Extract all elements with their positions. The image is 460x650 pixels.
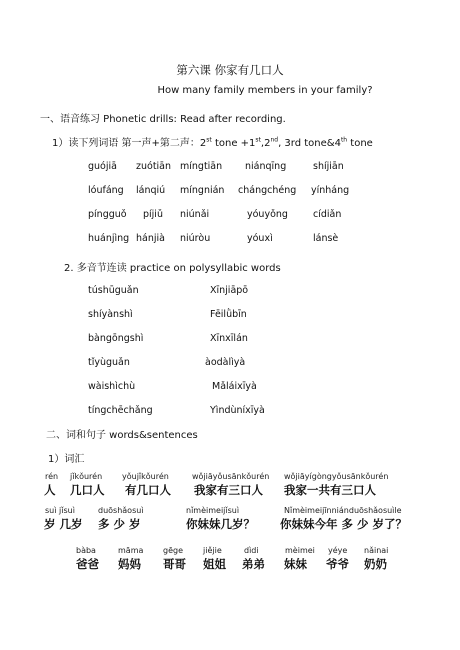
pinyin: jǐkǒurén	[70, 472, 103, 481]
hanzi: 弟弟	[242, 557, 265, 571]
poly-word: shíyànshì	[88, 309, 133, 320]
drill-word: cídiǎn	[313, 209, 342, 220]
pinyin: jiějie	[203, 546, 222, 555]
poly-word: Mǎláixīyà	[212, 381, 257, 392]
hanzi: 哥哥	[163, 557, 186, 571]
section-phonetic-drills-heading: 一、语音练习 Phonetic drills: Read after recording.	[40, 114, 286, 125]
poly-word: wàishìchù	[88, 381, 136, 392]
hanzi: 妈妈	[118, 557, 141, 571]
lesson-title: 第六课 你家有几口人	[176, 63, 284, 77]
drill-word: niánqīng	[245, 161, 287, 172]
lesson-subtitle: How many family members in your family?	[157, 85, 373, 96]
hanzi: 奶奶	[364, 557, 387, 571]
pinyin: rén	[45, 472, 59, 481]
poly-word: tíngchēchǎng	[88, 405, 153, 416]
poly-word: tǐyùguǎn	[88, 357, 130, 368]
hanzi: 妹妹	[284, 557, 307, 571]
pinyin: duōshǎosuì	[98, 506, 144, 515]
poly-word: Fēilǜbīn	[210, 309, 247, 320]
hanzi: 几口人	[70, 483, 105, 497]
drill-word: niúnǎi	[180, 209, 210, 220]
drill-word: píjiǔ	[143, 209, 163, 220]
hanzi: 有几口人	[125, 483, 171, 497]
hanzi: 人	[44, 483, 56, 497]
drill-word: zuótiān	[136, 161, 172, 172]
hanzi: 爸爸	[76, 557, 99, 571]
poly-word: Yìndùníxīyà	[210, 405, 265, 416]
drill-word: míngnián	[180, 185, 225, 196]
drill-word: píngguǒ	[88, 209, 127, 220]
drill-word: guójiā	[88, 161, 117, 172]
pinyin: mèimei	[285, 546, 315, 555]
pinyin: nǐmèimeijǐsuì	[186, 506, 240, 515]
drill-word: huánjìng	[88, 233, 130, 244]
pinyin: yǒujǐkǒurén	[122, 472, 169, 481]
pinyin: gēge	[163, 546, 183, 555]
pinyin: dìdi	[244, 546, 259, 555]
drill-word: míngtiān	[180, 161, 223, 172]
pinyin: nǎinai	[364, 546, 389, 555]
drill-word: niúròu	[180, 233, 211, 244]
pinyin: māma	[118, 546, 144, 555]
drill-word: yínháng	[311, 185, 350, 196]
poly-word: bàngōngshì	[88, 333, 144, 344]
hanzi: 多 少 岁	[98, 517, 141, 531]
poly-word: àodàlìyà	[205, 357, 246, 368]
drill-word: lánsè	[313, 233, 339, 244]
pinyin: suì jǐsuì	[45, 506, 75, 515]
hanzi: 爷爷	[326, 557, 349, 571]
hanzi: 岁 几岁	[44, 517, 83, 531]
pinyin: wǒjiāyǒusānkǒurén	[192, 472, 270, 481]
hanzi: 我家有三口人	[194, 483, 263, 497]
part1-heading: 1）读下列词语 第一声+第二声：2st tone +1st,2nd, 3rd tone&4th tone	[52, 136, 373, 149]
drill-word: hánjià	[136, 233, 165, 244]
drill-word: lóufáng	[88, 185, 124, 196]
poly-word: Xīnxīlán	[210, 333, 248, 344]
poly-word: Xīnjiāpō	[210, 285, 249, 296]
pinyin: bàba	[76, 546, 96, 555]
drill-word: yóuyǒng	[247, 209, 288, 220]
hanzi: 你妹妹今年 多 少 岁了？	[280, 517, 408, 531]
pinyin: Nǐmèimeijīnniánduōshǎosuìle	[284, 506, 402, 515]
pinyin: wǒjiāyígòngyǒusānkǒurén	[284, 472, 389, 481]
hanzi: 姐姐	[203, 557, 226, 571]
hanzi: 你妹妹几岁？	[186, 517, 255, 531]
part2-heading: 2. 多音节连读 practice on polysyllabic words	[64, 263, 281, 274]
drill-word: shíjiān	[313, 161, 344, 172]
pinyin: yéye	[328, 546, 348, 555]
vocabulary-subheading: 1）词汇	[48, 454, 85, 465]
poly-word: túshūguǎn	[88, 285, 139, 296]
drill-word: lánqiú	[136, 185, 166, 196]
drill-word: yóuxì	[247, 233, 273, 244]
hanzi: 我家一共有三口人	[284, 483, 376, 497]
drill-word: chángchéng	[238, 185, 297, 196]
section-words-sentences-heading: 二、词和句子 words&sentences	[46, 430, 198, 441]
